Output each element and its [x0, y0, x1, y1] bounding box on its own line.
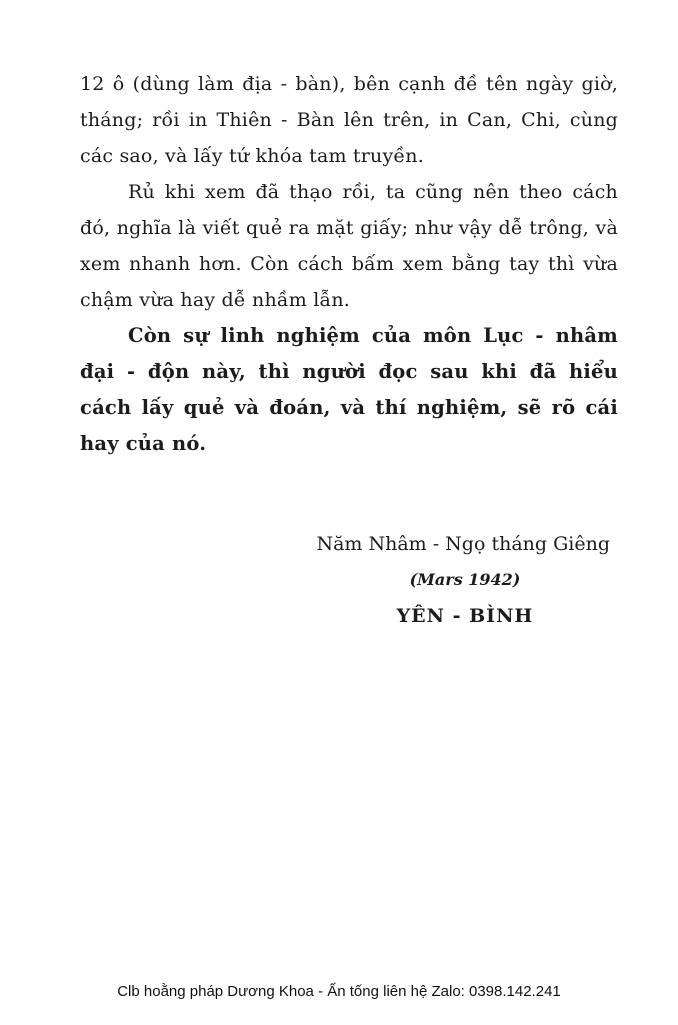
body-text	[80, 66, 618, 462]
signature-date: Năm Nhâm - Ngọ tháng Giêng	[316, 533, 610, 555]
paragraph-2: Rủ khi xem đã thạo rồi, ta cũng nên theo cách đó, nghĩa là viết quẻ ra mặt giấy; như vậy dễ trông, và xem nhanh hơn. Còn cách bấm xem bằng tay thì vừa chậm vừa hay dễ nhầm lẫn.	[80, 181, 618, 311]
paragraph-3: Còn sự linh nghiệm của môn Lục - nhâm đại - độn này, thì người đọc sau khi đã hiểu cách lấy quẻ và đoán, và thí nghiệm, sẽ rõ cái hay của nó.	[80, 324, 618, 455]
paragraph-1: 12 ô (dùng làm địa - bàn), bên cạnh đề tên ngày giờ, tháng; rồi in Thiên - Bàn lên trên, in Can, Chi, cùng các sao, và lấy tứ khóa tam truyền.	[80, 73, 618, 167]
signature-date-western: (Mars 1942)	[409, 570, 521, 589]
author-name: YÊN - BÌNH	[396, 605, 534, 627]
signature-block	[250, 526, 620, 634]
footer-note: Clb hoằng pháp Dương Khoa - Ấn tống liên hệ Zalo: 0398.142.241	[117, 983, 561, 1000]
